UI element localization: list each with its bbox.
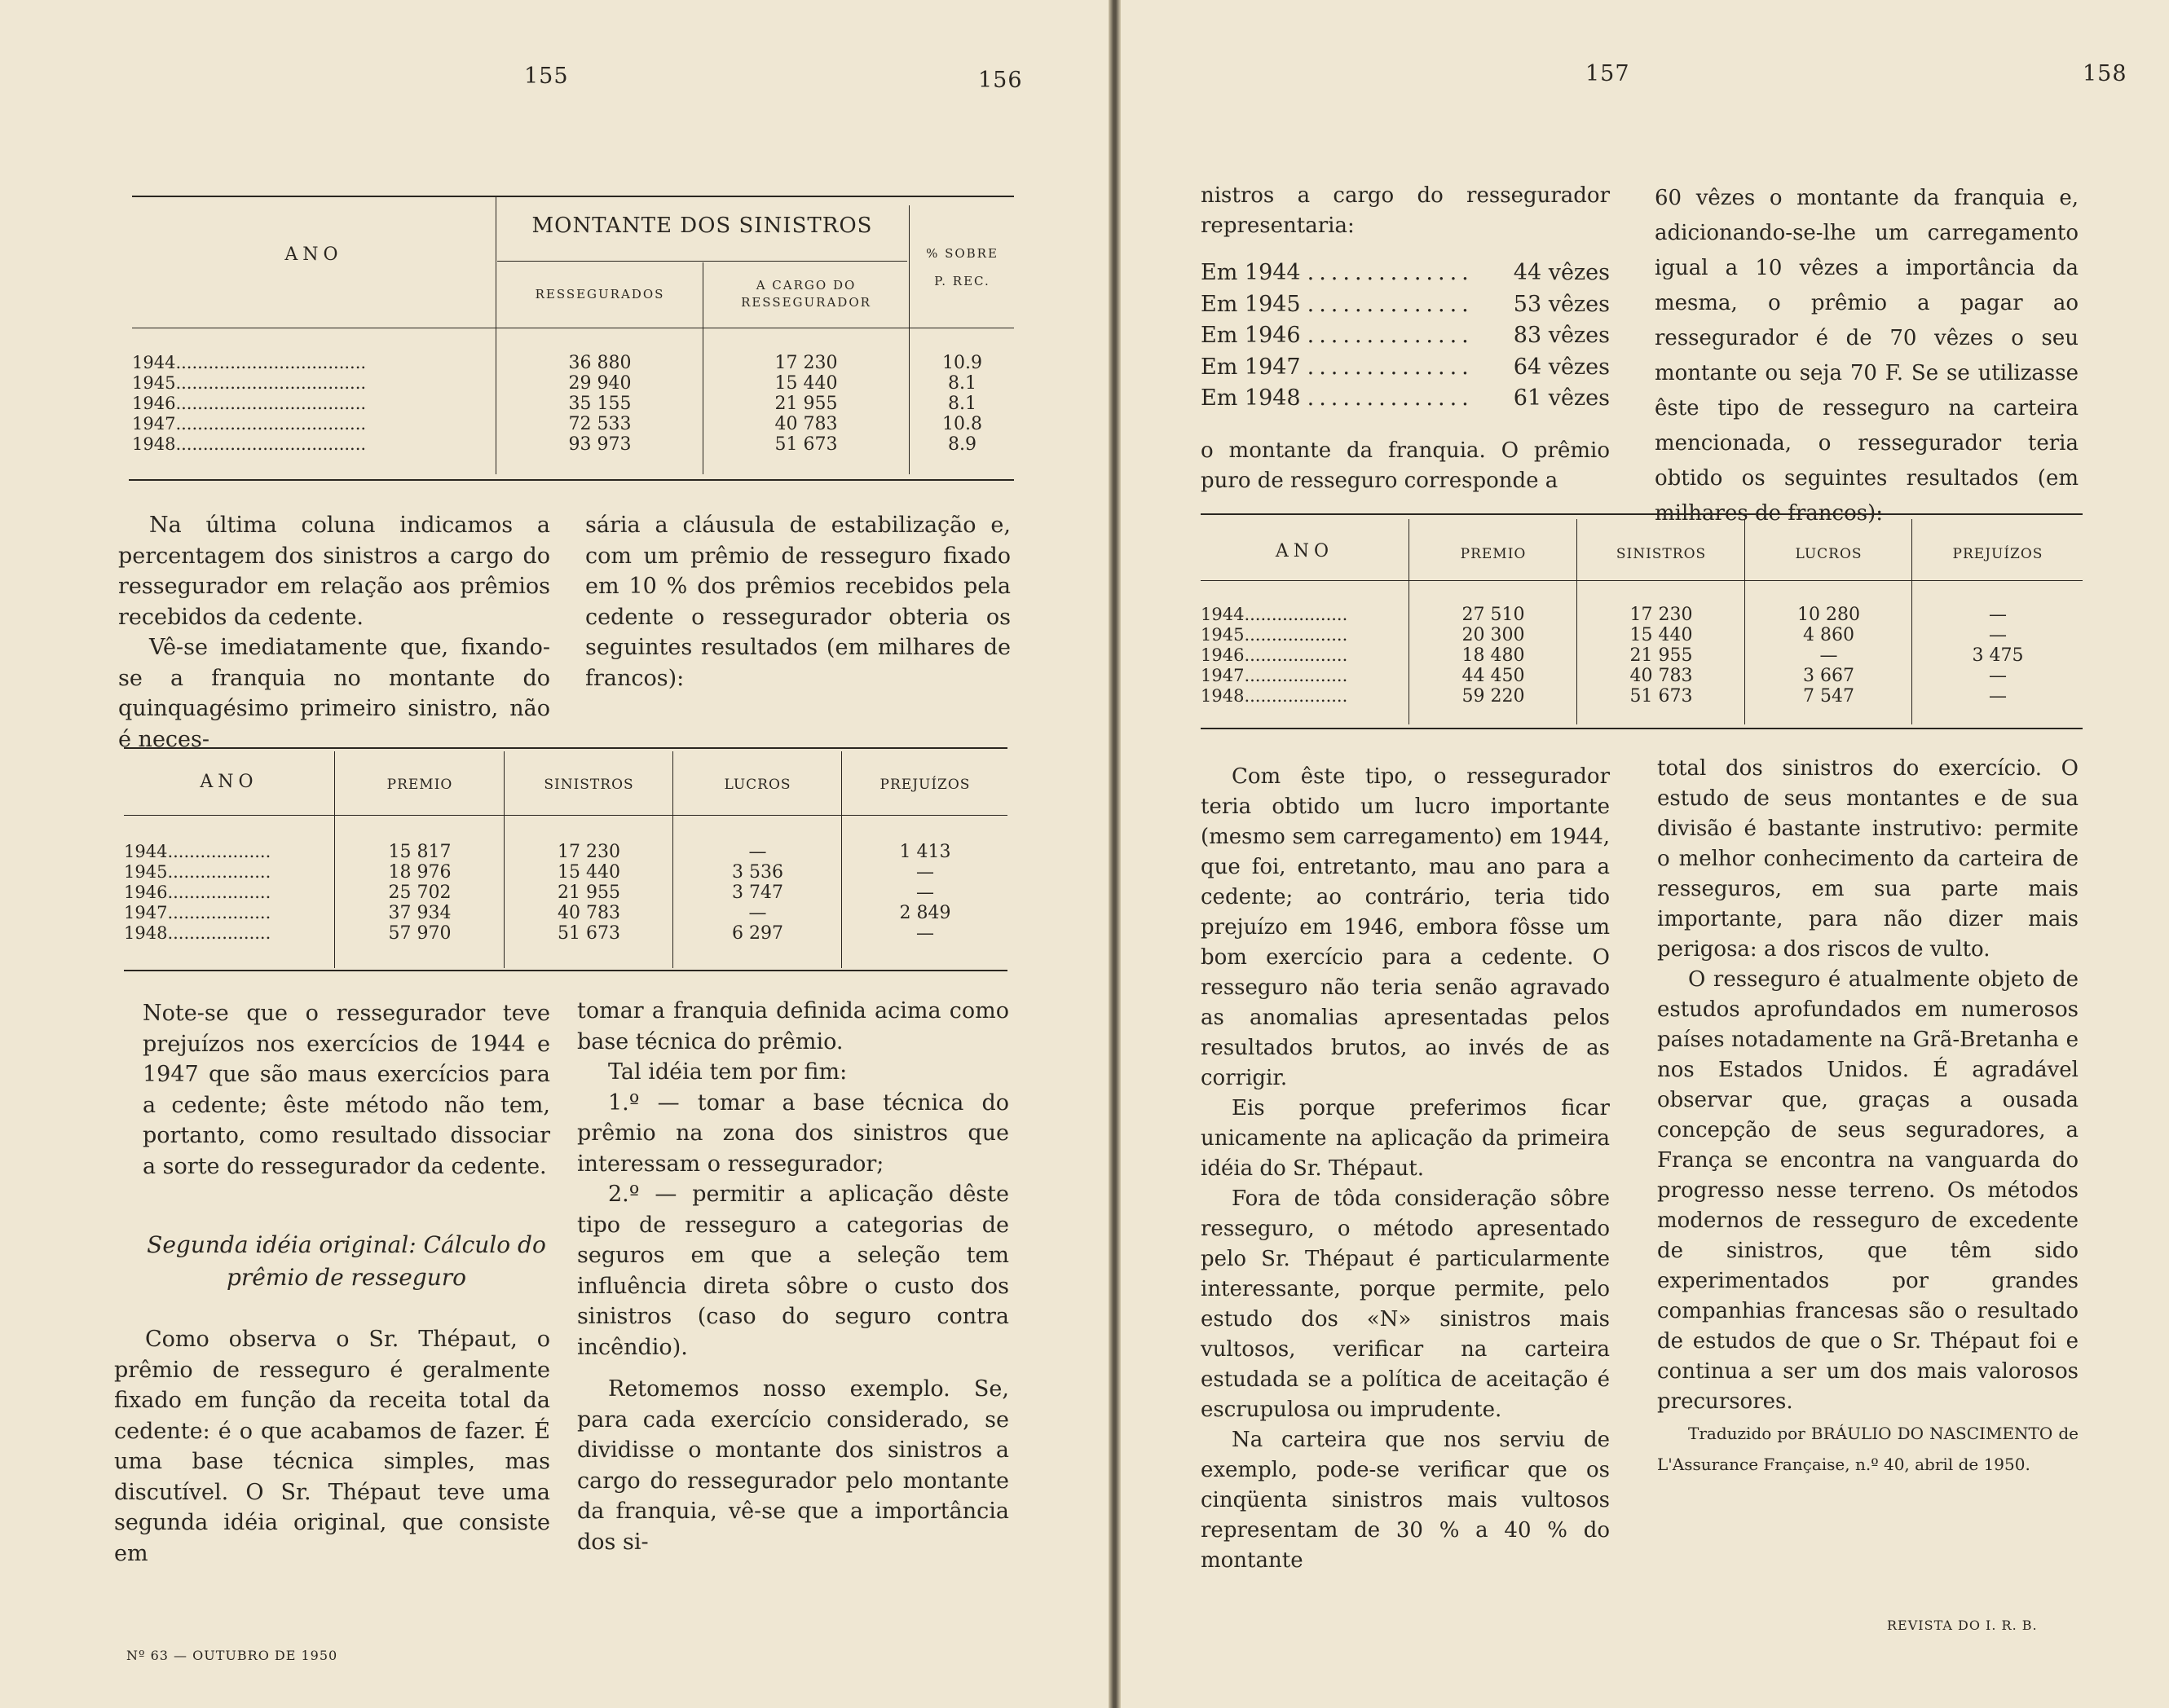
page-number-156: 156 xyxy=(978,68,1023,93)
header-cargo: A CARGO DO RESSEGURADOR xyxy=(741,278,871,310)
ratio-list xyxy=(1201,258,1610,415)
page-number-157: 157 xyxy=(1585,61,1630,86)
header-ano: ANO xyxy=(200,772,258,792)
page-number-158: 158 xyxy=(2083,61,2127,86)
paragraph-3: sária a cláusula de estabilização e, com um prêmio de resseguro fixado em 10 % dos prêmios recebidos pela cedente o ressegurador obteria os seguintes resultados (em milhares de francos): xyxy=(585,513,1011,691)
page-number-155: 155 xyxy=(524,64,569,89)
lucros-column: — 3 536 3 747 — 6 297 xyxy=(732,842,783,944)
pct-column: 10.9 8.1 8.1 10.8 8.9 xyxy=(942,353,982,455)
paragraph-4: Com êste tipo, o ressegurador teria obtido um lucro importante (mesmo sem carregamento) em 1944, que foi, entretanto, mau ano para a cedente; ao contrário, teria tido prejuízo em 1946, embora fôsse um bom exercício para a cedente. O resseguro não teria senão agravado as anomalias apresentadas pelos resultados brutos, ao invés de as corrigir. Eis porque preferimos ficar unicamente na aplicação da primeira idéia do Sr. Thépaut. Fora de tôda consideração sôbre resseguro, o método apresentado pelo Sr. Thépaut é particularmente interessante, porque permite, pelo estudo dos «N» sinistros mais vultosos, verificar na carteira estudada se a política de aceitação é escrupulosa ou imprudente. Na carteira que nos serviu de exemplo, pode-se verificar que os cinqüenta sinistros mais vultosos representam de 30 % a 40 % do montante xyxy=(1201,764,1610,1573)
years-column: 1944................................... 1945................................... 1946................................... 1947................................... 1948................................... xyxy=(132,353,367,454)
right-page xyxy=(1121,0,2169,1708)
cargo-column: 17 230 15 440 21 955 40 783 51 673 xyxy=(774,353,838,455)
paragraph-1: nistros a cargo do ressegurador representaria: xyxy=(1201,183,1610,238)
header-ano: ANO xyxy=(284,244,343,265)
header-sinistros: SINISTROS xyxy=(1616,546,1707,562)
header-ano: ANO xyxy=(1275,541,1334,561)
header-prejuizos: PREJUÍZOS xyxy=(880,777,971,793)
ressegurados-column: 36 880 29 940 35 155 72 533 93 973 xyxy=(568,353,632,455)
header-lucros: LUCROS xyxy=(724,777,791,793)
years-column: 1944................... 1945................... 1946................... 1947................... 1948................... xyxy=(1201,605,1348,706)
section-title: Segunda idéia original: Cálculo do prêmio de resseguro xyxy=(147,1231,546,1291)
book-gutter xyxy=(1109,0,1121,1708)
paragraph-3: 60 vêzes o montante da franquia e, adicionando-se-lhe um carregamento igual a 10 vêzes a importância da mesma, o prêmio a pagar ao ressegurador é de 70 vêzes o seu montante ou seja 70 F. Se se utilizasse êste tipo de resseguro na carteira mencionada, o ressegurador teria obtido os seguintes resultados (em milhares de francos): xyxy=(1655,186,2079,526)
header-prejuizos: PREJUÍZOS xyxy=(1952,546,2043,562)
years-column: 1944................... 1945................... 1946................... 1947................... 1948................... xyxy=(124,842,271,943)
issue-footer: Nº 63 — OUTUBRO DE 1950 xyxy=(126,1648,338,1663)
list-item: Em 1945 .............. 53 vêzes xyxy=(1201,291,1610,317)
premio-column: 15 817 18 976 25 702 37 934 57 970 xyxy=(388,842,452,944)
list-item: Em 1947 .............. 64 vêzes xyxy=(1201,354,1610,380)
paragraph-5: Como observa o Sr. Thépaut, o prêmio de resseguro é geralmente fixado em função da receita total da cedente: é o que acabamos de fazer. É uma base técnica simples, mas discutível. O Sr. Thépaut teve uma segunda idéia original, que consiste em xyxy=(114,1327,550,1566)
prejuizos-column: — — 3 475 — — xyxy=(1972,605,2024,707)
list-item: Em 1946 .............. 83 vêzes xyxy=(1201,323,1610,348)
paragraph-1: Na última coluna indicamos a percentagem dos sinistros a cargo do ressegurador em relação aos prêmios recebidos da cedente. Vê-se imediatamente que, fixando-se a franquia no montante do quinquagésimo primeiro sinistro, não é neces- xyxy=(118,513,550,752)
prejuizos-column: 1 413 — — 2 849 — xyxy=(899,842,951,944)
sinistros-column: 17 230 15 440 21 955 40 783 51 673 xyxy=(1629,605,1693,707)
sinistros-column: 17 230 15 440 21 955 40 783 51 673 xyxy=(558,842,620,944)
header-lucros: LUCROS xyxy=(1795,546,1863,562)
header-premio: PREMIO xyxy=(1460,546,1527,562)
lucros-column: 10 280 4 860 — 3 667 7 547 xyxy=(1797,605,1860,707)
list-item: Em 1948 .............. 61 vêzes xyxy=(1201,385,1610,411)
header-ressegurados: RESSEGURADOS xyxy=(535,287,665,302)
header-pct: % SOBRE P. REC. xyxy=(926,246,999,288)
header-premio: PREMIO xyxy=(386,777,453,793)
paragraph-2: o montante da franquia. O prêmio puro de resseguro corresponde a xyxy=(1201,438,1610,493)
paragraph-4: Note-se que o ressegurador teve prejuízos nos exercícios de 1944 e 1947 que são maus exercícios para a cedente; êste método não tem, portanto, como resultado dissociar a sorte do ressegurador da cedente. xyxy=(143,1001,550,1179)
header-sinistros: SINISTROS xyxy=(544,777,634,793)
journal-footer: REVISTA DO I. R. B. xyxy=(1887,1618,2038,1633)
translation-credit: Traduzido por BRÁULIO DO NASCIMENTO de L'Assurance Française, n.º 40, abril de 1950. xyxy=(1657,1424,2079,1474)
paragraph-8: total dos sinistros do exercício. O estudo de seus montantes e de sua divisão é bastante instrutivo: permite o melhor conhecimento da carteira de resseguros, em sua parte mais importante, para não dizer mais perigosa: a dos riscos de vulto. O resseguro é atualmente objeto de estudos aprofundados em numerosos países notadamente na Grã-Bretanha e nos Estados Unidos. É agradável observar que, graças a ousada concepção de seus seguradores, a França se encontra na vanguarda do progresso nesse terreno. Os métodos modernos de resseguro de excedente de sinistros, que têm sido experimentados por grandes companhias francesas são o resultado de estudos de que o Sr. Thépaut foi e continua a ser um dos mais valorosos precursores. xyxy=(1657,756,2079,1414)
header-montante: MONTANTE DOS SINISTROS xyxy=(531,214,873,238)
paragraph-6: tomar a franquia definida acima como base técnica do prêmio. Tal idéia tem por fim: 1.º — tomar a base técnica do prêmio na zona dos sinistros que interessam o ressegurador; 2.º — permitir a aplicação dêste tipo de resseguro a categorias de seguros em que a seleção tem influência direta sôbre o custo dos sinistros (caso do seguro contra incêndio). Retomemos nosso exemplo. Se, para cada exercício considerado, se dividisse o montante dos sinistros a cargo do ressegurador pelo montante da franquia, vê-se que a importância dos si- xyxy=(577,998,1009,1555)
premio-column: 27 510 20 300 18 480 44 450 59 220 xyxy=(1461,605,1525,707)
list-item: Em 1944 .............. 44 vêzes xyxy=(1201,260,1610,285)
